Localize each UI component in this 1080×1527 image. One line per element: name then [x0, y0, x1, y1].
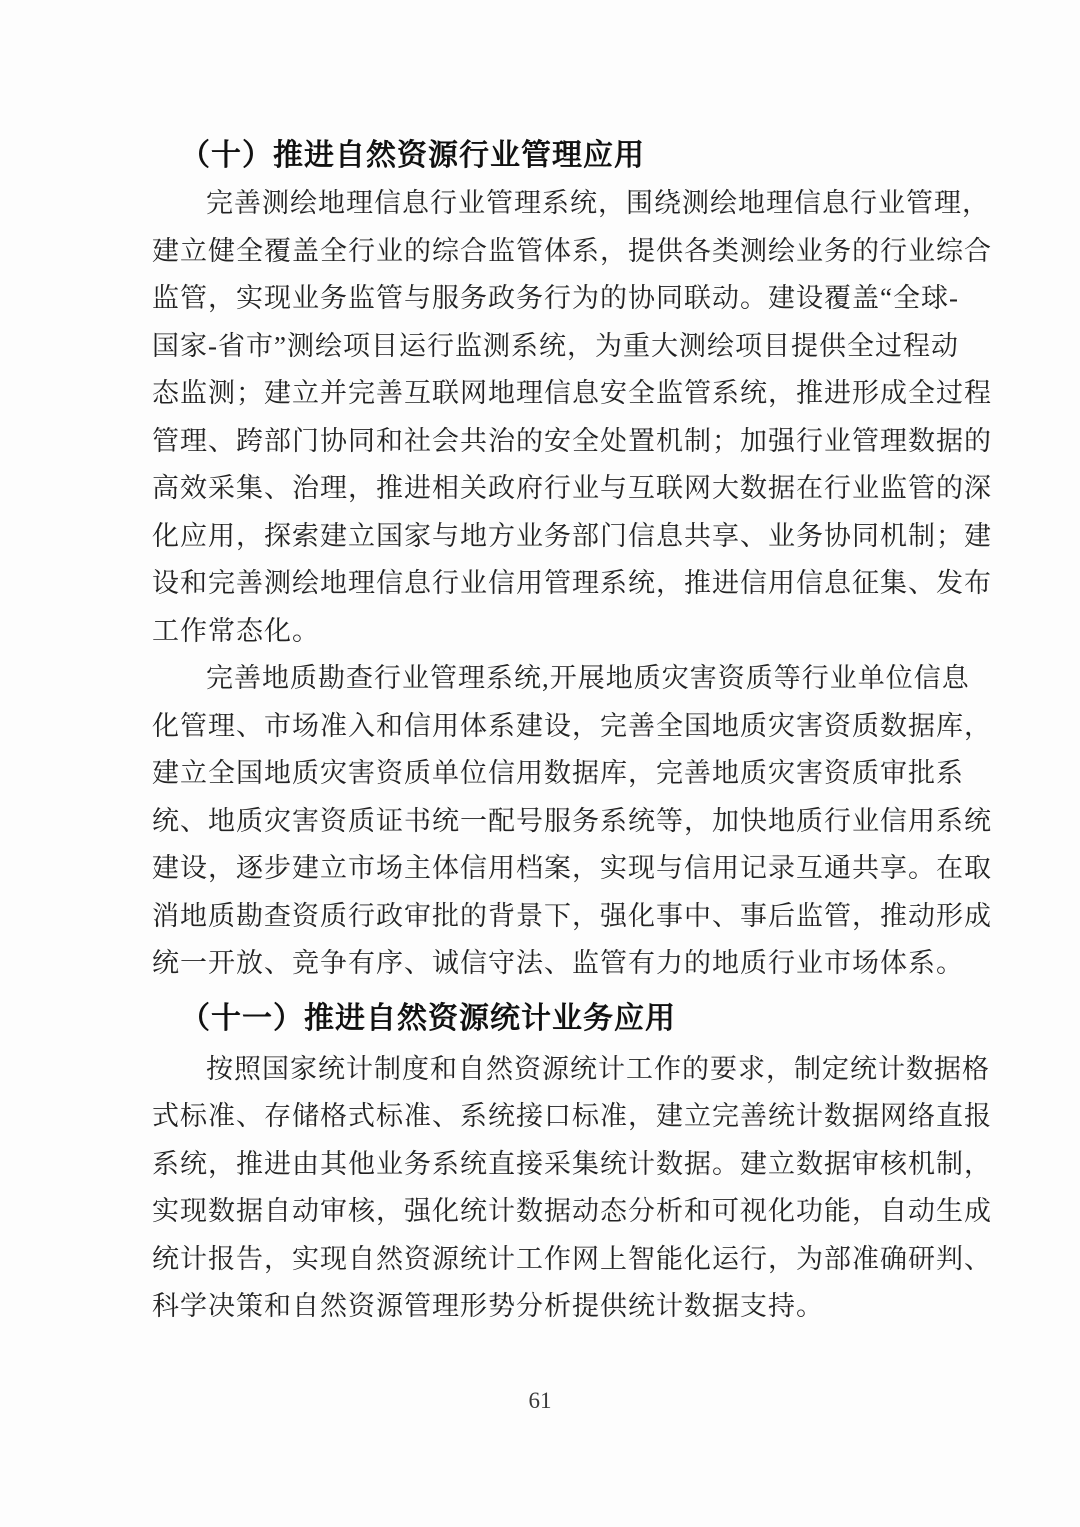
paragraph-line: 统计报告，实现自然资源统计工作网上智能化运行，为部准确研判、: [152, 1243, 992, 1274]
paragraph-line: 国家-省市”测绘项目运行监测系统，为重大测绘项目提供全过程动: [152, 330, 959, 361]
paragraph-line: 设和完善测绘地理信息行业信用管理系统，推进信用信息征集、发布: [152, 568, 992, 598]
paragraph-line: 实现数据自动审核，强化统计数据动态分析和可视化功能，自动生成: [152, 1196, 992, 1226]
paragraph-line: 式标准、存储格式标准、系统接口标准，建立完善统计数据网络直报: [152, 1101, 992, 1131]
paragraph-line: 统一开放、竞争有序、诚信守法、监管有力的地质行业市场体系。: [152, 948, 964, 978]
page-number: 61: [528, 1388, 552, 1413]
paragraph-line: 化应用，探索建立国家与地方业务部门信息共享、业务协同机制；建: [152, 520, 992, 551]
paragraph-line: 建立健全覆盖全行业的综合监管体系，提供各类测绘业务的行业综合: [152, 235, 992, 266]
paragraph: [152, 1046, 992, 1331]
paragraph: [152, 180, 992, 655]
paragraph-line: 建设，逐步建立市场主体信用档案，实现与信用记录互通共享。在取: [152, 853, 992, 883]
document-content: [152, 132, 992, 1331]
paragraph-line: 监管，实现业务监管与服务政务行为的协同联动。建设覆盖“全球-: [152, 283, 959, 313]
paragraph-line: 按照国家统计制度和自然资源统计工作的要求，制定统计数据格: [206, 1053, 990, 1084]
paragraph-line: 消地质勘查资质行政审批的背景下，强化事中、事后监管，推动形成: [152, 900, 992, 931]
paragraph-line: 态监测；建立并完善互联网地理信息安全监管系统，推进形成全过程: [152, 378, 992, 408]
paragraph-line: 统、地质灾害资质证书统一配号服务系统等，加快地质行业信用系统: [152, 805, 992, 836]
section-heading-10: （十）推进自然资源行业管理应用: [180, 139, 645, 172]
paragraph-line: 完善测绘地理信息行业管理系统，围绕测绘地理信息行业管理，: [206, 188, 990, 218]
paragraph: [152, 655, 992, 988]
paragraph-line: 化管理、市场准入和信用体系建设，完善全国地质灾害资质数据库，: [152, 710, 992, 741]
paragraph-line: 管理、跨部门协同和社会共治的安全处置机制；加强行业管理数据的: [152, 425, 992, 456]
paragraph-line: 建立全国地质灾害资质单位信用数据库，完善地质灾害资质审批系: [152, 758, 964, 788]
paragraph-line: 完善地质勘查行业管理系统,开展地质灾害资质等行业单位信息: [206, 663, 970, 693]
paragraph-line: 工作常态化。: [152, 615, 320, 646]
paragraph-line: 科学决策和自然资源管理形势分析提供统计数据支持。: [152, 1291, 824, 1321]
paragraph-line: 系统，推进由其他业务系统直接采集统计数据。建立数据审核机制，: [152, 1148, 992, 1179]
section-heading-11: （十一）推进自然资源统计业务应用: [180, 1001, 676, 1035]
paragraph-line: 高效采集、治理，推进相关政府行业与互联网大数据在行业监管的深: [152, 473, 992, 503]
